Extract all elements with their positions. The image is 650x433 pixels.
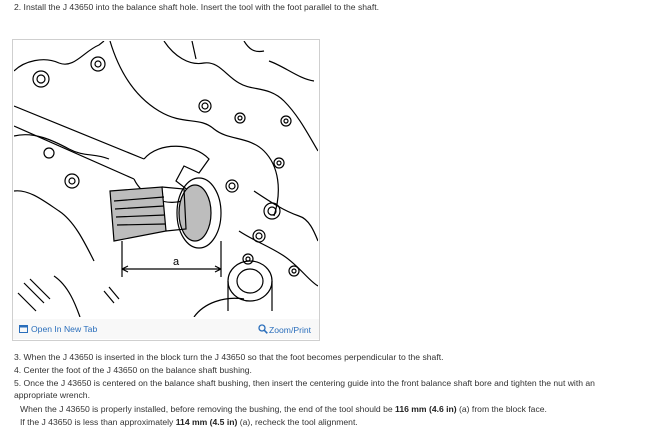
- illustration-figure: [12, 39, 320, 341]
- note-2-after: (a), recheck the tool alignment.: [237, 417, 358, 427]
- step-5-text-line-2: appropriate wrench.: [14, 390, 90, 400]
- note-recheck-alignment: [20, 417, 358, 428]
- step-2-text: 2. Install the J 43650 into the balance shaft hole. Insert the tool with the foot parallel to the shaft.: [14, 2, 379, 12]
- open-tab-icon: [19, 324, 28, 333]
- zoom-print-link[interactable]: [258, 324, 311, 335]
- note-1-after: (a) from the block face.: [456, 404, 547, 414]
- figure-toolbar: [13, 319, 319, 339]
- magnifier-icon: [258, 324, 268, 334]
- step-5-text-line-1: 5. Once the J 43650 is centered on the balance shaft bushing, then insert the centering guide into the front balance shaft bore and tighten the nut with an: [14, 378, 595, 388]
- step-4-text: 4. Center the foot of the J 43650 on the balance shaft bushing.: [14, 365, 252, 375]
- open-in-new-tab-link[interactable]: [19, 324, 97, 334]
- step-3-text: 3. When the J 43650 is inserted in the block turn the J 43650 so that the foot becomes perpendicular to the shaft.: [14, 352, 444, 362]
- note-installed-length: [20, 404, 547, 415]
- note-1-before: When the J 43650 is properly installed, before removing the bushing, the end of the tool should be: [20, 404, 396, 414]
- zoom-print-label: Zoom/Print: [269, 325, 312, 335]
- balance-shaft-tool-drawing: [14, 41, 318, 317]
- open-in-new-tab-label: Open In New Tab: [31, 324, 98, 334]
- note-1-measure: 116 mm (4.6 in): [395, 404, 457, 414]
- note-2-measure: 114 mm (4.5 in): [175, 417, 238, 427]
- illustration-image[interactable]: [14, 41, 318, 317]
- callout-letter: a: [173, 256, 180, 268]
- note-2-before: If the J 43650 is less than approximately: [20, 417, 176, 427]
